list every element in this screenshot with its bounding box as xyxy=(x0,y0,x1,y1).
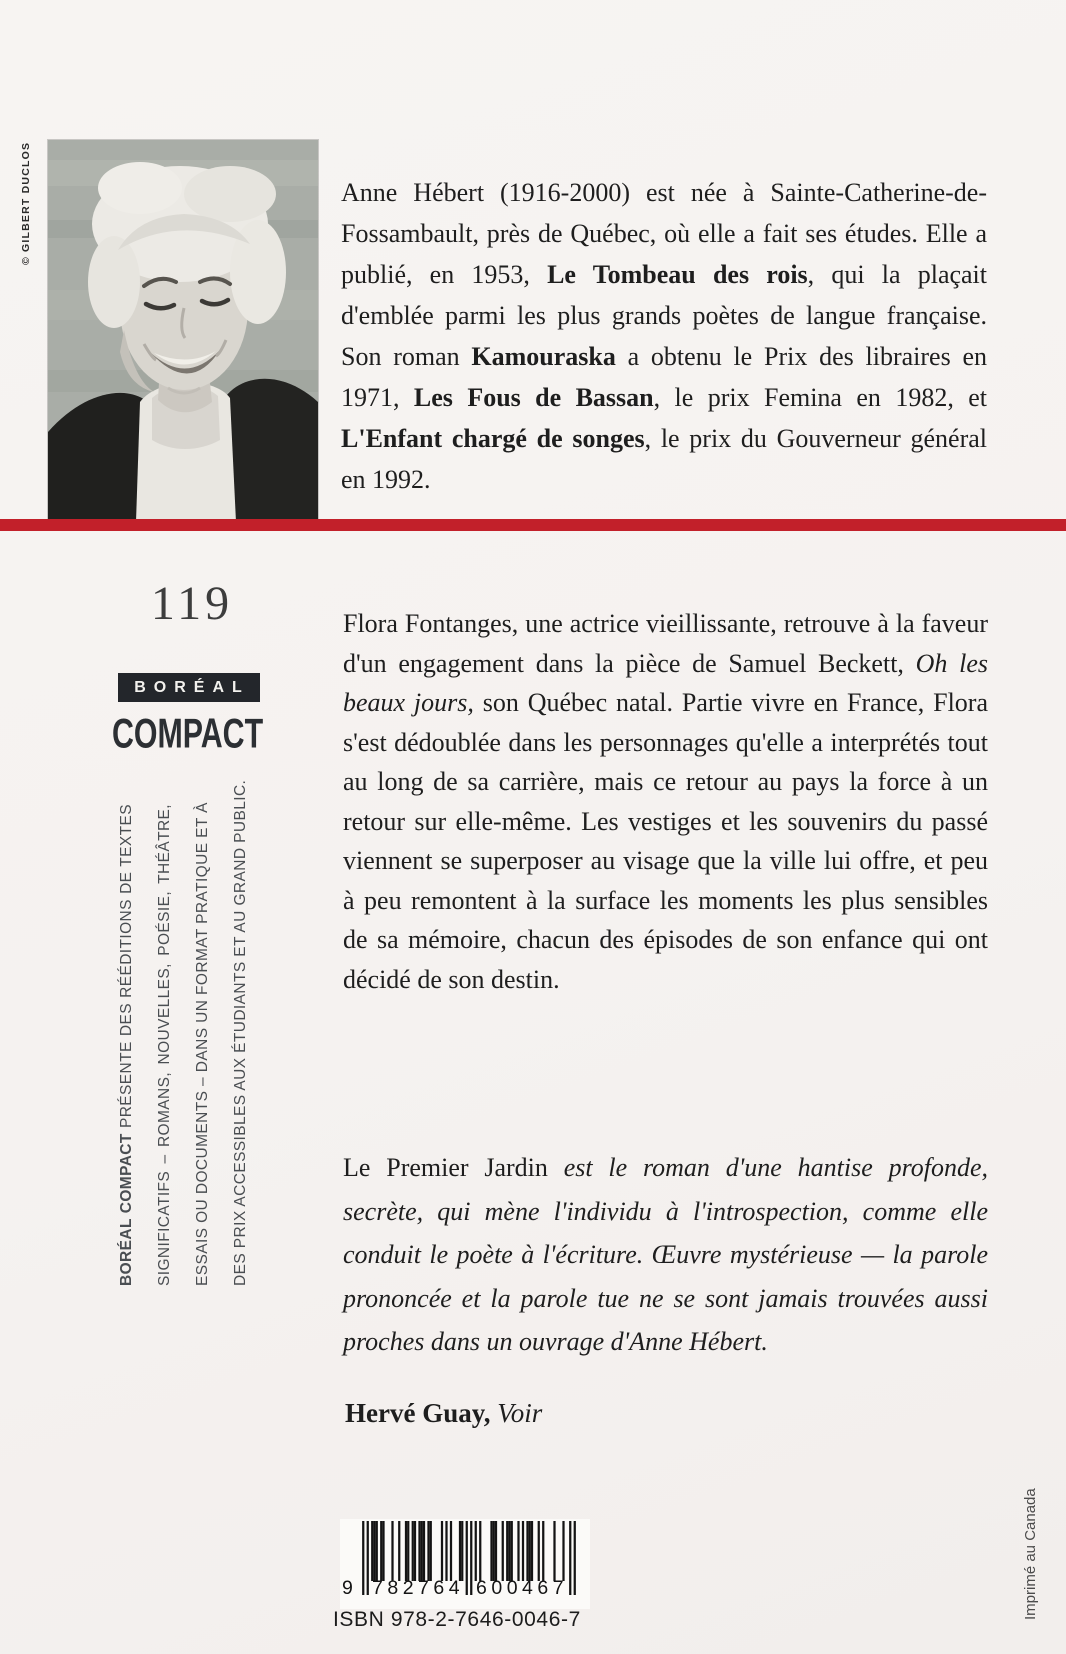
collection-description-line: SIGNIFICATIFS – ROMANS, NOUVELLES, POÉSIE, THÉÂTRE, xyxy=(156,804,173,1286)
collection-description xyxy=(108,779,260,1286)
reviewer-name: Hervé Guay, xyxy=(345,1398,491,1428)
red-divider xyxy=(0,519,1066,531)
book-synopsis: Flora Fontanges, une actrice vieillissante, retrouve à la faveur d'un engagement dans la pièce de Samuel Beckett, Oh les beaux jours, son Québec natal. Partie vivre en France, Flora s'est dédoublée dans les personnages qu'elle a interprétés tout au long de sa carrière, mais ce retour au pays la force à un retour sur elle-même. Les vestiges et les souvenirs du passé viennent se superposer au visage que la ville lui offre, et peu à peu remontent à la surface les moments les plus sensibles de sa mémoire, chacun des épisodes de son enfance qui ont décidé de son destin. xyxy=(343,609,988,994)
author-portrait-photo xyxy=(48,140,318,522)
review-attribution xyxy=(345,1398,542,1429)
barcode-digits-right: 600467 xyxy=(476,1577,569,1599)
author-portrait-illustration xyxy=(48,140,318,522)
author-bio: Anne Hébert (1916-2000) est née à Sainte-Catherine-de-Fossambault, près de Québec, où elle a fait ses études. Elle a publié, en 1953, Le Tombeau des rois, qui la plaçait d'emblée parmi les plus grands poètes de langue française. Son roman Kamouraska a obtenu le Prix des libraires en 1971, Les Fous de Bassan, le prix Femina en 1982, et L'Enfant chargé de songes, le prix du Gouverneur général en 1992. xyxy=(341,178,988,494)
isbn-text: ISBN 978-2-7646-0046-7 xyxy=(333,1608,581,1631)
boreal-logo: BORÉAL xyxy=(118,673,260,702)
collection-description-line: ESSAIS OU DOCUMENTS – DANS UN FORMAT PRATIQUE ET À xyxy=(194,802,211,1286)
review-quote: Le Premier Jardin est le roman d'une hantise profonde, secrète, qui mène l'individu à l'introspection, comme elle conduit le poète à l'écriture. Œuvre mystérieuse — la parole prononcée et la parole tue ne se sont jamais trouvées aussi proches dans un ouvrage d'Anne Hébert. xyxy=(343,1153,989,1356)
collection-number: 119 xyxy=(150,577,234,630)
barcode-digits-left: 782764 xyxy=(372,1577,465,1599)
barcode xyxy=(340,1519,590,1609)
photo-credit: © GILBERT DUCLOS xyxy=(20,141,32,265)
barcode-digit-lead: 9 xyxy=(342,1577,353,1599)
compact-logo: COMPACT xyxy=(112,710,264,757)
collection-description-line: BORÉAL COMPACT PRÉSENTE DES RÉÉDITIONS DE TEXTES xyxy=(118,804,135,1286)
review-source: Voir xyxy=(497,1398,543,1428)
printed-in-canada-note: Imprimé au Canada xyxy=(1022,1488,1039,1620)
collection-description-line: DES PRIX ACCESSIBLES AUX ÉTUDIANTS ET AU GRAND PUBLIC. xyxy=(232,779,249,1286)
